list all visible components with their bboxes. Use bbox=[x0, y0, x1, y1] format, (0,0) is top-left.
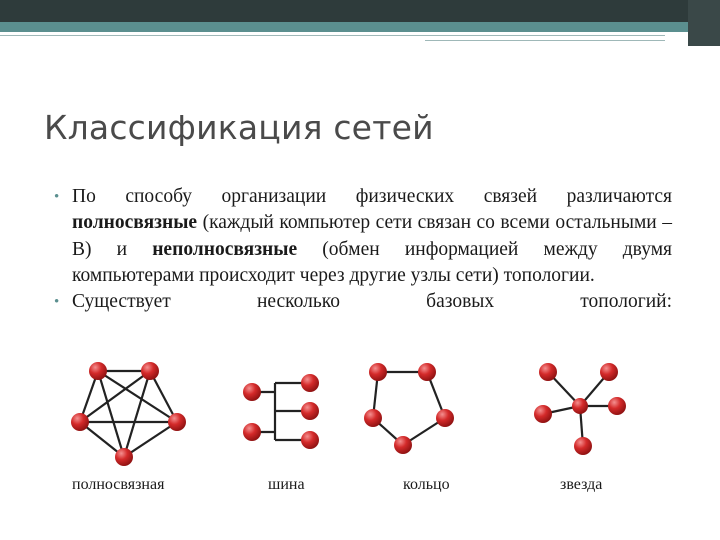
slide-title: Классификация сетей bbox=[44, 108, 434, 147]
caption-ring: кольцо bbox=[403, 476, 450, 493]
header-corner-block bbox=[688, 0, 720, 46]
caption-bus: шина bbox=[268, 476, 305, 493]
diagram-star bbox=[534, 363, 626, 455]
bullet-text-part: По способу организации физических связей различаются bbox=[72, 186, 672, 207]
bullet-text: Существует несколько базовых топологий: bbox=[72, 291, 672, 313]
bullet-item-1 bbox=[54, 184, 672, 289]
bullet-list bbox=[54, 184, 672, 315]
header-rule-line-short bbox=[425, 40, 665, 41]
bullet-text-part: (каждый компьютер сети связан со всеми остальными –В) и bbox=[72, 212, 672, 260]
caption-full-mesh: полносвязная bbox=[72, 476, 165, 493]
header-dark-band bbox=[0, 0, 720, 22]
diagram-ring bbox=[364, 363, 454, 454]
bullet-dot-icon: • bbox=[54, 294, 60, 311]
bullet-dot-icon: • bbox=[54, 189, 60, 205]
caption-star: звезда bbox=[560, 476, 603, 493]
bullet-bold-term: неполносвязные bbox=[152, 238, 298, 260]
bullet-text-part: (обмен информацией между двумя компьютерами происходит через другие узлы сети) топологии. bbox=[72, 238, 673, 286]
bullet-text bbox=[72, 186, 672, 286]
diagram-full-mesh bbox=[71, 362, 186, 466]
bullet-item-2 bbox=[54, 289, 672, 315]
header-accent-band bbox=[0, 22, 700, 32]
bullet-bold-term: полносвязные bbox=[72, 212, 198, 234]
header-rule-line bbox=[0, 35, 665, 36]
diagram-bus bbox=[243, 374, 319, 449]
topology-diagrams-svg bbox=[56, 355, 682, 470]
topology-diagrams bbox=[56, 355, 682, 470]
